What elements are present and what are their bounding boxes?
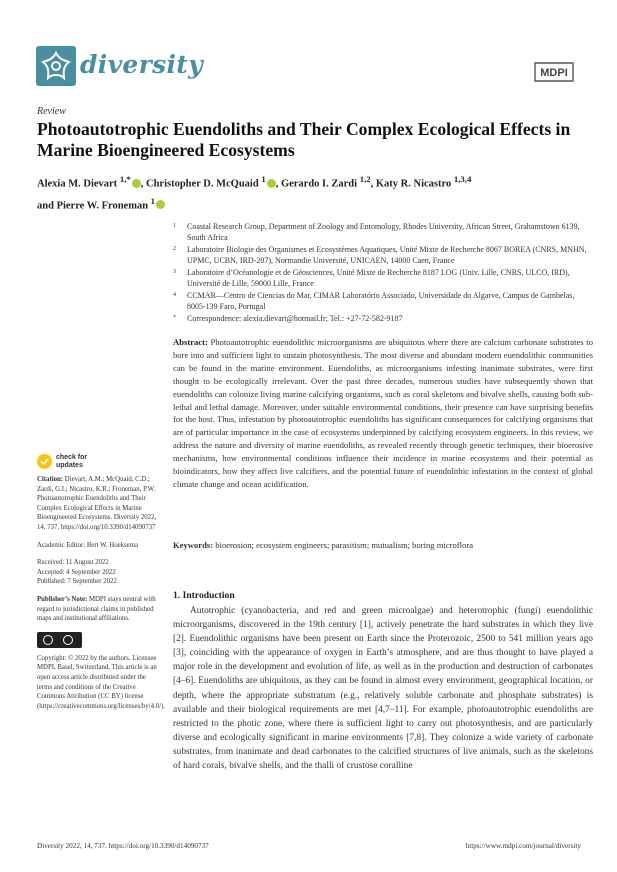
affiliation-number: 3 — [173, 269, 176, 275]
affiliation-text: Laboratoire d’Océanologie et de Géosciences, Unité Mixte de Recherche 8187 LOG (Univ. Lille, CNRS, ULCO, IRD), Université de Lille, 59000 Lille, France — [187, 268, 570, 288]
citation-text[interactable]: Dievart, A.M.; McQuaid, C.D.; Zardi, G.I.; Nicastro, K.R.; Froneman, P.W. Photoautotrophic Euendoliths and Their Complex Ecological Effects in Marine Bioengineered Ecosystems. Diversity 2022, 14, 737. https://doi.org/10.3390/d14090737 — [37, 476, 157, 531]
section-title: 1. Introduction — [173, 590, 235, 601]
abstract — [173, 336, 593, 491]
affiliation-number: * — [173, 315, 176, 321]
accepted-date: Accepted: 4 September 2022 — [37, 568, 116, 576]
article-title: Photoautotrophic Euendoliths and Their Complex Ecological Effects in Marine Bioengineered Ecosystems — [37, 119, 571, 160]
author-name[interactable]: Pierre W. Froneman — [56, 200, 149, 211]
check-for-updates-icon — [37, 454, 52, 469]
check-label-line1: check for — [56, 454, 88, 461]
affiliation-item — [173, 222, 593, 243]
author-sup: 1,2 — [359, 174, 371, 184]
footer-journal-url[interactable]: https://www.mdpi.com/journal/diversity — [465, 842, 581, 850]
affiliation-item — [173, 291, 593, 312]
journal-logo-icon — [36, 46, 76, 86]
affiliation-number: 2 — [173, 246, 176, 252]
page-footer — [37, 842, 581, 850]
author-name[interactable]: Katy R. Nicastro — [375, 178, 452, 190]
affiliation-text: CCMAR—Centro de Ciencias do Mar, CIMAR Laboratório Associado, Universidade do Algarve, Campus de Gambelas, 8005-139 Faro, Portugal — [187, 291, 575, 311]
check-for-updates-label — [56, 454, 87, 469]
keywords — [173, 539, 593, 551]
dates-block — [37, 558, 159, 587]
publisher-note-label: Publisher’s Note: — [37, 595, 88, 603]
abstract-label: Abstract: — [173, 337, 208, 347]
affiliation-number: 4 — [173, 292, 176, 298]
author-sup: 1,* — [119, 174, 131, 184]
affiliation-item — [173, 314, 593, 325]
author-sup: 1 — [150, 195, 156, 206]
correspondence-text[interactable]: Correspondence: alexia.dievart@hotmail.fr; Tel.: +27-72-582-9187 — [187, 314, 403, 323]
received-date: Received: 11 August 2022 — [37, 559, 109, 567]
orcid-icon[interactable] — [156, 200, 165, 209]
affiliation-text: Coastal Research Group, Department of Zoology and Entomology, Rhodes University, African Street, Grahamstown 6139, South Africa — [187, 222, 580, 242]
introduction-text: Autotrophic (cyanobacteria, and red and green microalgae) and heterotrophic (fungi) euendolithic microorganisms, discovered in the 19th century [1], actively penetrate the hard substrates in which they live [2]. Euendolithic organisms have been present on Earth since the Proterozoic, 2500 to 541 million years ago [3], coinciding with the appearance of oxygen in Earth’s atmosphere, and are thus thought to have played a major role in the development and evolution of life, as well as in the production and destruction of carbonates [4–6]. Euendoliths are ubiquitous, as they can be found in almost every environment, geographical location, or depth, where the appropriate substratum (e.g., relatively soluble carbonate and phosphate substrates) is available and their biological requirements are met [4,7–11]. For example, photoautotrophic euendoliths are restricted to the photic zone, where there is sufficient light to carry out photosynthesis, and are particularly diverse and ecologically significant in marine environments [7,8]. They colonize a wide variety of carbonate substrates, from inanimate and dead carbonates to the calcified structures of live animals, such as the skeletons of hard corals, bivalve shells, and the thalli of crustose coralline — [173, 606, 593, 772]
author-name[interactable]: Gerardo I. Zardi — [280, 178, 358, 190]
citation-block — [37, 475, 159, 533]
author-name[interactable]: Alexia M. Dievart — [37, 178, 118, 190]
journal-name: diversity — [80, 50, 203, 79]
orcid-icon[interactable] — [267, 179, 276, 188]
keywords-label: Keywords: — [173, 540, 214, 550]
article-sidebar — [37, 454, 166, 719]
orcid-icon[interactable] — [132, 179, 141, 188]
affiliation-text: Laboratoire Biologie des Organismes et Ecosystèmes Aquatiques, Unité Mixte de Recherche 8067 BOREA (CNRS, MNHN, UPMC, UCBN, IRD-207), Normandie Université, UNICAEN, 14000 Caen, France — [187, 245, 587, 265]
article-type: Review — [37, 106, 66, 117]
author-sup: 1 — [261, 174, 266, 184]
mdpi-logo — [532, 60, 576, 89]
published-date: Published: 7 September 2022 — [37, 578, 117, 586]
author-list: Alexia M. Dievart $^{1,*}$ , Christopher D. McQuaid $^1$ , Gerardo I. Zardi $^{1,2}$, Katy R. Nicastro $^{1,3,4}$ and Pierre W. Froneman $^1$ — [37, 174, 472, 211]
affiliation-item — [173, 268, 593, 289]
author-sup: 1,3,4 — [453, 174, 472, 184]
mdpi-label: MDPI — [540, 67, 568, 79]
affiliations — [173, 222, 593, 327]
copyright-text: Copyright: © 2022 by the authors. Licensee MDPI, Basel, Switzerland. This article is an open access article distributed under the terms and conditions of the Creative Commons Attribution (CC BY) license (https://creativecommons.org/licenses/by/4.0/). — [37, 654, 166, 710]
affiliation-item — [173, 245, 593, 266]
affiliation-number: 1 — [173, 223, 176, 229]
author-name[interactable]: Christopher D. McQuaid — [146, 178, 259, 190]
journal-header — [36, 46, 596, 90]
academic-editor: Academic Editor: Bert W. Hoeksema — [37, 541, 138, 549]
abstract-text: Photoautotrophic euendolithic microorganisms are ubiquitous where there are calcium carbonate substrates to bore into and sufficient light to sustain photosynthesis. The most diverse and abundant modern euendolithic communities can be found in the marine environment. Euendoliths, as microorganisms infesting inanimate substrates, were first thought to be ecologically irrelevant. Over the past three decades, numerous studies have subsequently shown that euendoliths can colonize living marine calcifying organisms, such as coral skeletons and bivalve shells, causing both sub-lethal and lethal damage. Moreover, under suitable environmental conditions, their presence can have surprising benefits for the host. Thus, infestation by photoautotrophic euendoliths has significant consequences for calcifying organisms that are of particular importance in the case of ecosystems underpinned by calcifying ecosystem engineers. In this review, we address the nature and diversity of marine euendoliths, as revealed recently through genetic techniques, their bioerosive mechanisms, how environmental conditions influence their incidence in marine ecosystems and their potential as bioindicators, how they affect live calcifiers, and the potential future of euendolithic infestation in the context of global climate change and ocean acidification. — [173, 337, 593, 489]
publisher-note-text: MDPI stays neutral with regard to jurisdictional claims in published maps and institutional affiliations. — [37, 595, 156, 623]
cc-by-license-icon[interactable] — [37, 632, 82, 648]
citation-label: Citation: — [37, 476, 64, 483]
publisher-note — [37, 595, 159, 624]
check-label-line2: updates — [56, 461, 83, 469]
footer-citation[interactable]: Diversity 2022, 14, 737. https://doi.org/10.3390/d14090737 — [37, 842, 209, 850]
keywords-text: bioerosion; ecosystem engineers; parasitism; mutualism; boring microflora — [215, 540, 474, 550]
check-for-updates-button[interactable] — [37, 454, 159, 469]
